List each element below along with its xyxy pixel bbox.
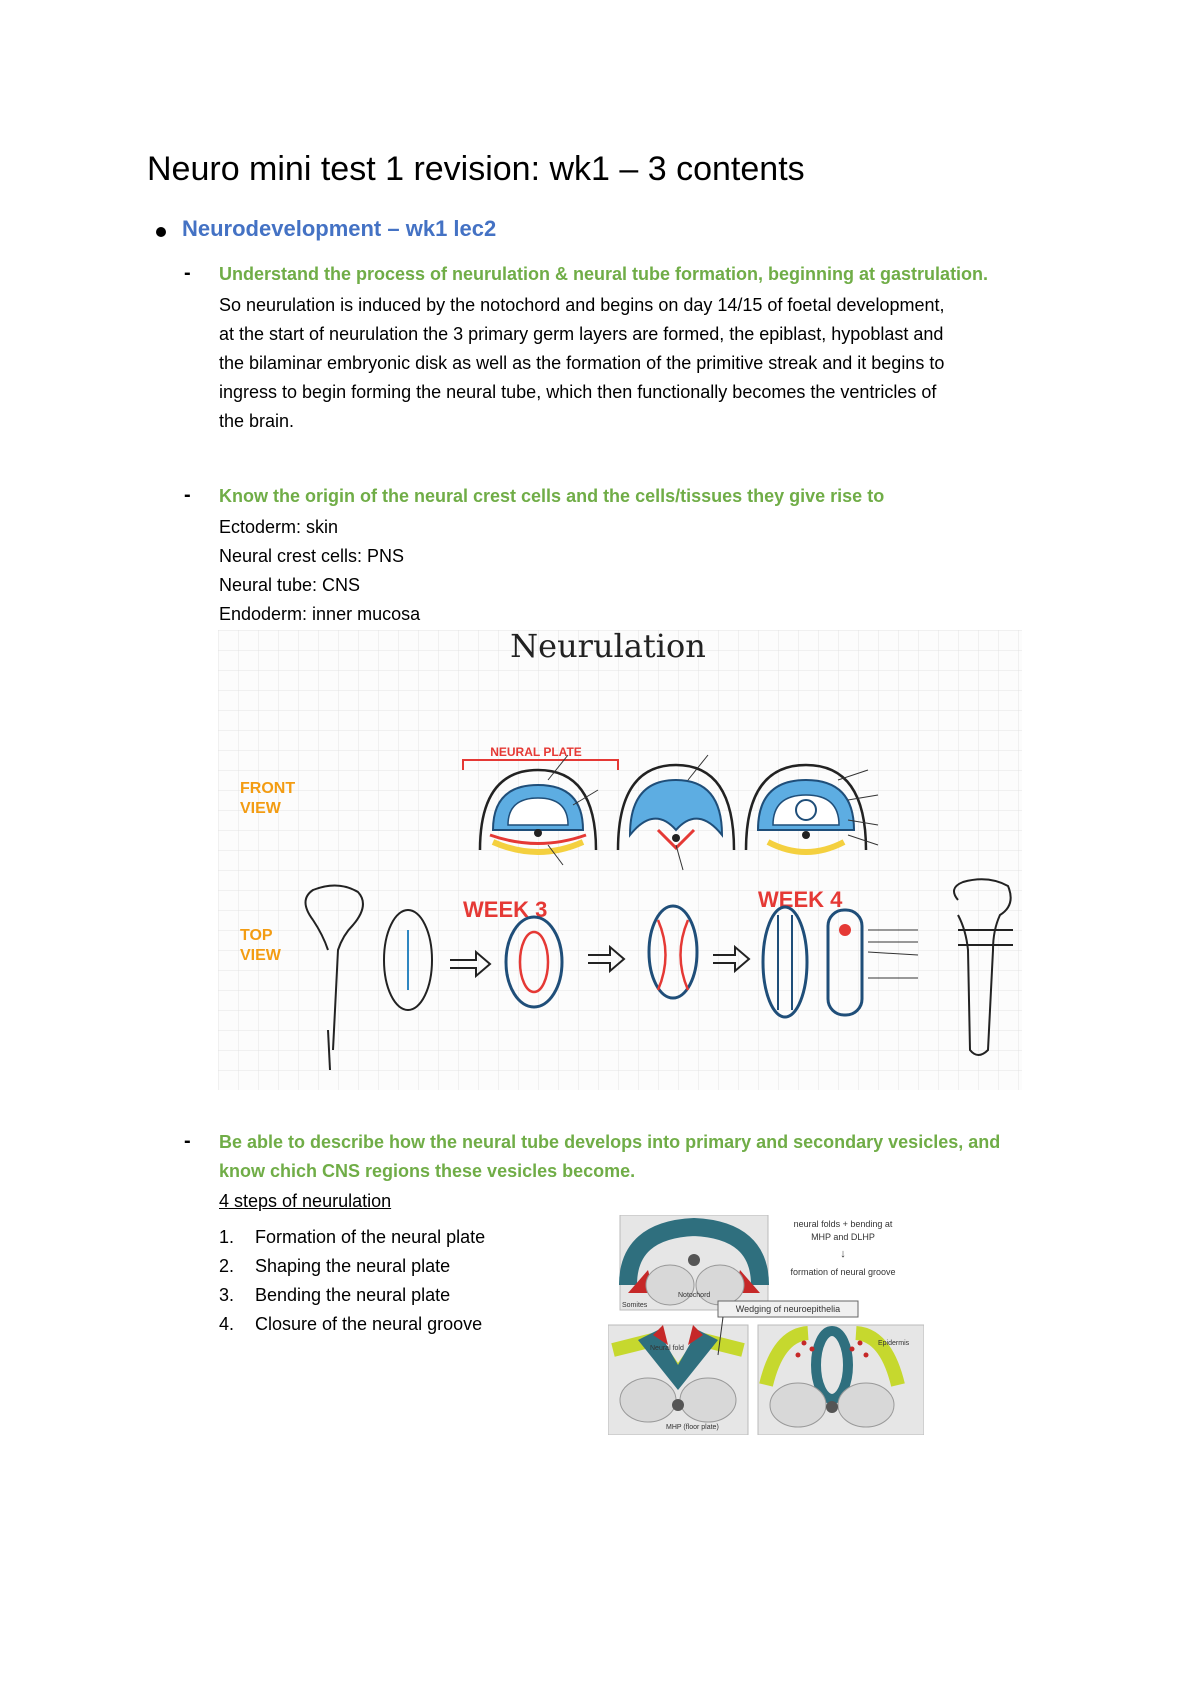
- answer-line: Endoderm: inner mucosa: [219, 604, 421, 624]
- list-item: 1. Formation of the neural plate: [219, 1227, 486, 1247]
- caption-line-2: MHP and DLHP: [811, 1232, 875, 1242]
- objective-2-answer: [219, 513, 1079, 629]
- objective-3-line-1: Be able to describe how the neural tube develops into primary and secondary vesicles, and: [219, 1132, 1001, 1152]
- section-heading: Neurodevelopment – wk1 lec2: [182, 216, 497, 241]
- objective-3-line-2: know chich CNS regions these vesicles become.: [219, 1161, 636, 1181]
- caption-line-1: neural folds + bending at: [793, 1219, 893, 1229]
- objective-2: Know the origin of the neural crest cells and the cells/tissues they give rise to: [219, 486, 885, 506]
- top-view-label: VIEW: [240, 947, 281, 964]
- list-item: 3. Bending the neural plate: [219, 1285, 451, 1305]
- list-item: 2. Shaping the neural plate: [219, 1256, 451, 1276]
- answer-line: the bilaminar embryonic disk as well as the formation of the primitive streak and it begins to: [219, 353, 945, 373]
- answer-line: at the start of neurulation the 3 primary germ layers are formed, the epiblast, hypoblast and: [219, 324, 944, 344]
- week-3-label: WEEK 3: [463, 897, 548, 922]
- front-view-label: FRONT: [240, 780, 296, 797]
- dash-bullet-icon: -: [184, 1130, 191, 1152]
- answer-line: ingress to begin forming the neural tube, which then functionally becomes the ventricles of: [219, 382, 937, 402]
- epidermis-label: Epidermis: [878, 1340, 910, 1347]
- neural-groove-diagram: [608, 1215, 924, 1435]
- caption-line-3: formation of neural groove: [790, 1267, 896, 1277]
- front-view-label: VIEW: [240, 800, 281, 817]
- neural-fold-label: Neural fold: [650, 1345, 684, 1352]
- answer-line: Ectoderm: skin: [219, 517, 339, 537]
- steps-list: [219, 1223, 485, 1339]
- answer-line: Neural crest cells: PNS: [219, 546, 405, 566]
- neural-plate-label: NEURAL PLATE: [490, 745, 582, 759]
- top-view-label: TOP: [240, 927, 273, 944]
- mhp-label: MHP (floor plate): [666, 1424, 719, 1431]
- wedging-label: Wedging of neuroepithelia: [735, 1304, 841, 1314]
- objective-1-answer: [219, 291, 1079, 436]
- answer-line: the brain.: [219, 411, 295, 431]
- down-arrow-icon: ↓: [840, 1248, 846, 1260]
- list-item: 4. Closure of the neural groove: [219, 1314, 483, 1334]
- objective-1: Understand the process of neurulation & neural tube formation, beginning at gastrulation.: [219, 264, 989, 284]
- answer-line: Neural tube: CNS: [219, 575, 361, 595]
- notochord-label: Notochord: [678, 1292, 711, 1299]
- dash-bullet-icon: -: [184, 262, 191, 284]
- neurulation-diagram: [218, 630, 1022, 1090]
- diagram-title: Neurulation: [510, 630, 706, 665]
- grid-lines: [218, 630, 1022, 1090]
- page-title: Neuro mini test 1 revision: wk1 – 3 contents: [147, 150, 805, 188]
- dash-bullet-icon: -: [184, 484, 191, 506]
- somites-label: Somites: [622, 1302, 648, 1309]
- bullet-icon: [156, 227, 166, 237]
- answer-line: So neurulation is induced by the notochord and begins on day 14/15 of foetal development,: [219, 295, 945, 315]
- steps-title: 4 steps of neurulation: [219, 1191, 392, 1211]
- week-4-label: WEEK 4: [758, 887, 843, 912]
